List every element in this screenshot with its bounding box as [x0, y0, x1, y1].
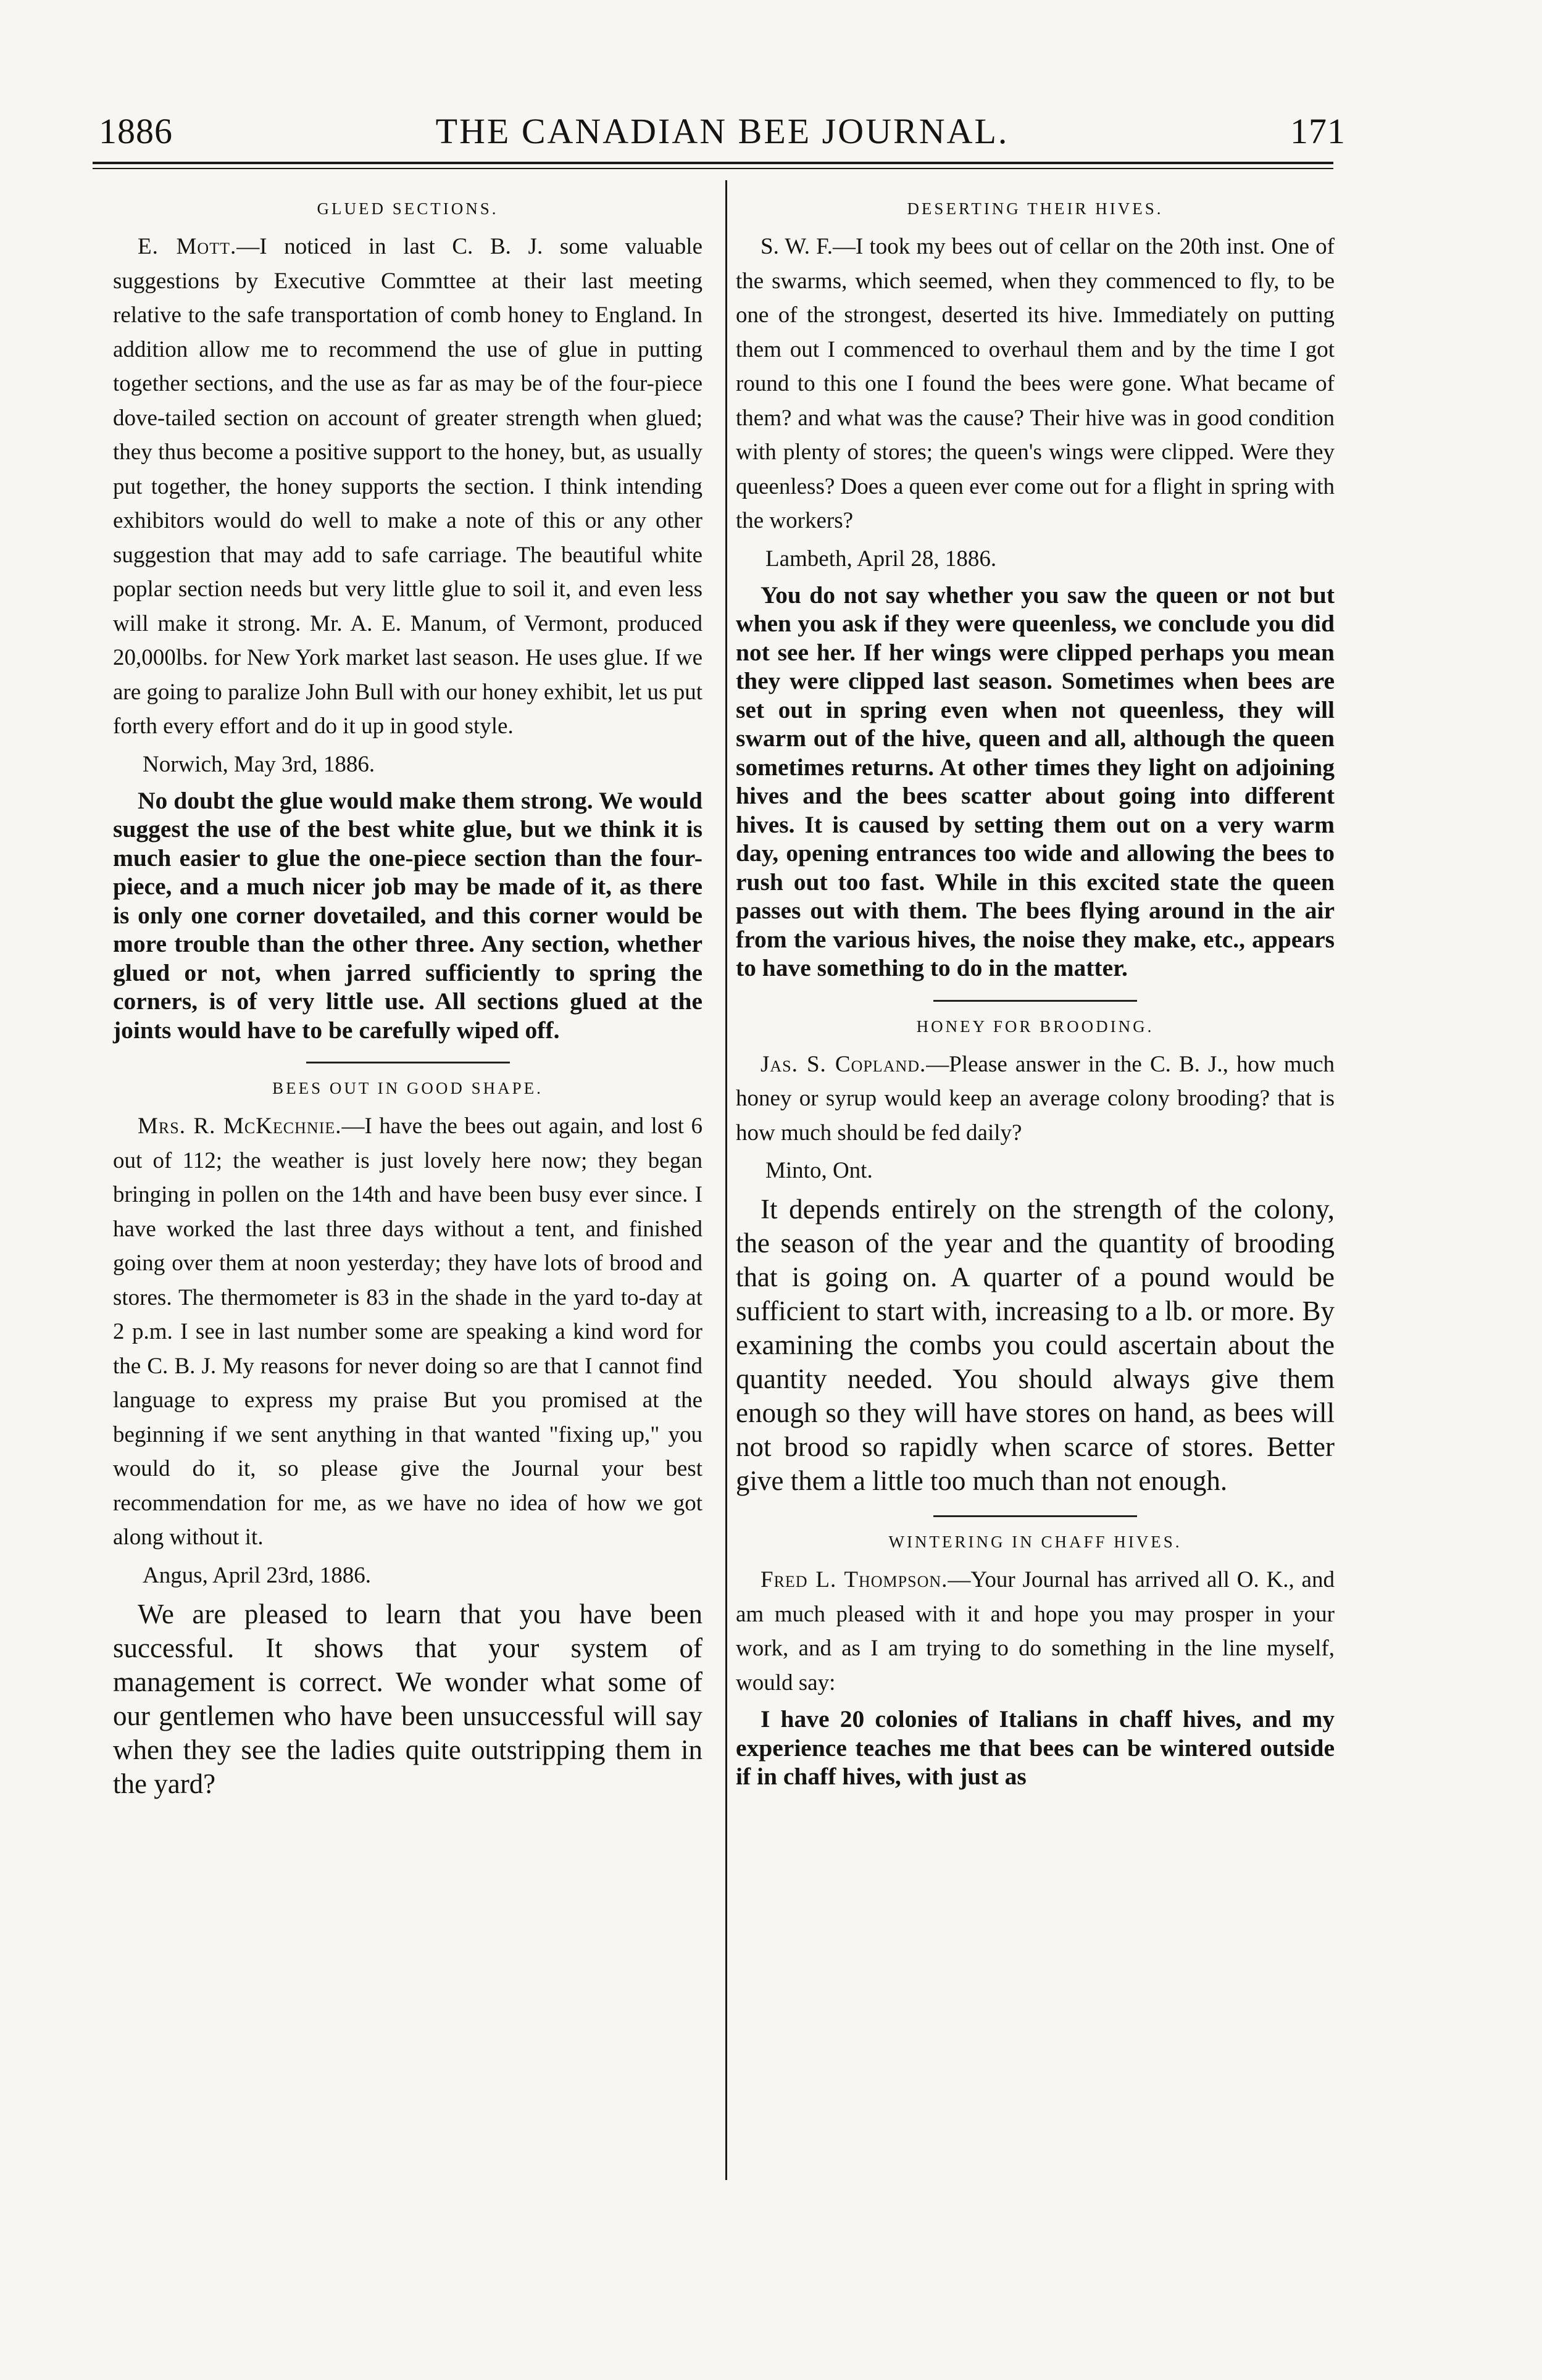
article-title: GLUED SECTIONS. — [317, 199, 499, 218]
letter-body — [736, 1563, 1335, 1700]
section-divider — [933, 1000, 1137, 1002]
letter-dateline: Lambeth, April 28, 1886. — [765, 546, 997, 572]
section-divider — [306, 1062, 510, 1063]
letter-body — [113, 1109, 702, 1555]
article-title: WINTERING IN CHAFF HIVES. — [888, 1533, 1182, 1551]
letter-author: S. W. F. — [761, 234, 833, 259]
letter-dateline: Minto, Ont. — [765, 1158, 873, 1183]
article-deserting-hives — [736, 196, 1335, 983]
letter-dateline: Angus, April 23rd, 1886. — [143, 1562, 371, 1588]
letter-body — [736, 230, 1335, 538]
editor-reply: We are pleased to learn that you have been successful. It shows that your system of management is correct. We wonder what some of our gentlemen who have been unsuccessful will say when they see the ladies quite outstripping them in the yard? — [113, 1598, 702, 1799]
editor-reply: No doubt the glue would make them strong. We would suggest the use of the best white glue, but we think it is much easier to glue the one-piece section than the four-piece, and a much nicer job may be made of it, as there is only one corner dovetailed, and this corner would be more trouble than the other three. Any section, whether glued or not, when jarred sufficiently to spring the corners, is of very little use. All sections glued at the joints would have to be carefully wiped off. — [113, 786, 702, 1044]
journal-title: THE CANADIAN BEE JOURNAL. — [435, 111, 1009, 151]
page-number: 171 — [1290, 111, 1346, 151]
letter-body — [736, 1047, 1335, 1150]
right-column — [736, 196, 1335, 1791]
column-divider — [725, 180, 727, 2180]
left-column — [113, 196, 702, 1801]
editor-reply: It depends entirely on the strength of the colony, the season of the year and the quantity of brooding that is going on. A quarter of a pound would be sufficient to start with, increasing to a lb. or more. By examining the combs you could ascertain about the quantity needed. You should always give them enough so they will have stores on hand, as bees will not brood so rapidly when scarce of stores. Better give them a little too much than not enough. — [736, 1194, 1335, 1496]
letter-author: Jas. S. Copland. — [761, 1051, 927, 1077]
header-rule-thick — [93, 162, 1333, 164]
article-title: DESERTING THEIR HIVES. — [907, 199, 1164, 218]
letter-body — [113, 230, 702, 744]
letter-text: —I noticed in last C. B. J. some valuable suggestions by Executive Commttee at their last meeting relative to the safe transportation of comb honey to England. In addition allow me to recommend the use of glue in putting together sections, and the use as far as may be of the four-piece dove-tailed section on account of greater strength when glued; they thus become a positive support to the honey, but, as usually put together, the honey supports the section. I think intending exhibitors would do well to make a note of this or any other suggestion that may add to safe carriage. The beautiful white poplar section needs but very little glue to soil it, and even less will make it strong. Mr. A. E. Manum, of Vermont, produced 20,000lbs. for New York market last season. He uses glue. If we are going to paralize John Bull with our honey exhibit, let us put forth every effort and do it up in good style. — [113, 234, 702, 739]
letter-text: —I took my bees out of cellar on the 20th inst. One of the swarms, which seemed, when they commenced to fly, to be one of the strongest, deserted its hive. Immediately on putting them out I commenced to overhaul them and by the time I got round to this one I found the bees were gone. What became of them? and what was the cause? Their hive was in good condition with plenty of stores; the queen's wings were clipped. Were they queenless? Does a queen ever come out for a flight in spring with the workers? — [736, 234, 1335, 533]
letter-quote: I have 20 colonies of Italians in chaff hives, and my experience teaches me that bees can be wintered outside if in chaff hives, with just as — [736, 1705, 1335, 1790]
header-year: 1886 — [99, 111, 173, 151]
article-title: HONEY FOR BROODING. — [916, 1017, 1154, 1036]
header-rule-thin — [93, 168, 1333, 169]
page-header — [99, 109, 1346, 154]
article-title: BEES OUT IN GOOD SHAPE. — [272, 1079, 543, 1097]
letter-text: —Please answer in the C. B. J., how much honey or syrup would keep an average colony brooding? that is how much should be fed daily? — [736, 1051, 1335, 1146]
article-bees-out — [113, 1076, 702, 1801]
section-divider — [933, 1515, 1137, 1517]
letter-text: —I have the bees out again, and lost 6 out of 112; the weather is just lovely here now; they began bringing in pollen on the 14th and have been busy ever since. I have worked the last three days without a tent, and finished going over them at noon yesterday; they have lots of brood and stores. The thermometer is 83 in the shade in the yard to-day at 2 p.m. I see in last number some are speaking a kind word for the C. B. J. My reasons for never doing so are that I cannot find language to express my praise But you promised at the beginning if we sent anything in that wanted "fixing up," you would do it, so please give the Journal your best recommendation for me, as we have no idea of how we got along without it. — [113, 1113, 702, 1550]
article-glued-sections — [113, 196, 702, 1044]
letter-dateline: Norwich, May 3rd, 1886. — [143, 751, 375, 777]
article-wintering-chaff — [736, 1529, 1335, 1791]
letter-author: E. Mott. — [138, 234, 237, 259]
article-honey-brooding — [736, 1014, 1335, 1499]
letter-author: Fred L. Thompson. — [761, 1567, 948, 1592]
letter-author: Mrs. R. McKechnie. — [138, 1113, 342, 1139]
editor-reply: You do not say whether you saw the queen or not but when you ask if they were queenless, we conclude you did not see her. If her wings were clipped perhaps you mean they were clipped last season. Sometimes when bees are set out in spring even when not queenless, they will swarm out of the hive, queen and all, although the queen sometimes returns. At other times they light on adjoining hives and the bees scatter about going into different hives. It is caused by setting them out on a very warm day, opening entrances too wide and allowing the bees to rush out too fast. While in this excited state the queen passes out with them. The bees flying around in the air from the various hives, the noise they make, etc., appears to have something to do in the matter. — [736, 581, 1335, 981]
letter-text: —Your Journal has arrived all O. K., and am much pleased with it and hope you may prosper in your work, and as I am trying to do something in the line myself, would say: — [736, 1567, 1335, 1696]
